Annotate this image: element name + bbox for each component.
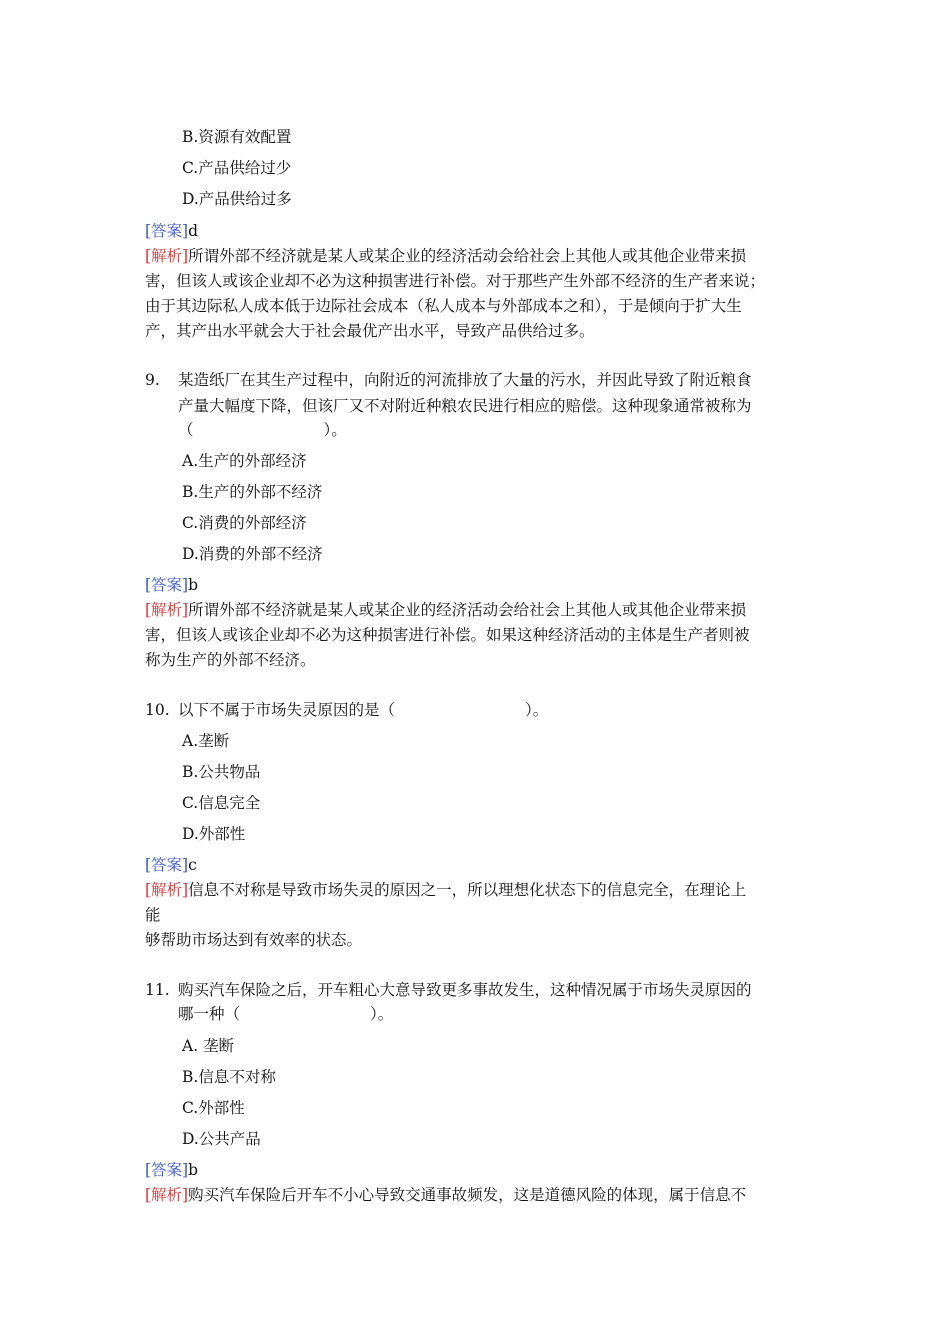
- q11-stem-line-1: 购买汽车保险之后，开车粗心大意导致更多事故发生，这种情况属于市场失灵原因的: [178, 981, 752, 999]
- q10-option-c: C.信息完全: [182, 794, 261, 812]
- analysis-label: [解析]: [145, 601, 189, 619]
- analysis-label: [解析]: [145, 247, 189, 265]
- q10-stem: [178, 700, 548, 720]
- stem-text: 哪一种（: [178, 1005, 241, 1023]
- q11-analysis-line-1: [145, 1185, 746, 1205]
- q9-option-a: A.生产的外部经济: [182, 452, 307, 470]
- q10-analysis-line-1: [145, 880, 746, 900]
- answer-value: b: [188, 576, 199, 594]
- answer-value: b: [188, 1161, 199, 1179]
- q11-number: 11.: [145, 981, 170, 999]
- analysis-text: 信息不对称是导致市场失灵的原因之一，所以理想化状态下的信息完全，在理论上: [188, 881, 747, 899]
- q10-option-a: A.垄断: [182, 732, 230, 750]
- q9-option-b: B.生产的外部不经济: [182, 483, 323, 501]
- q11-option-b: B.信息不对称: [182, 1068, 276, 1086]
- q8-option-d: D.产品供给过多: [182, 190, 292, 208]
- q9-stem-line-2: 产量大幅度下降，但该厂又不对附近种粮农民进行相应的赔偿。这种现象通常被称为: [178, 397, 752, 415]
- q9-stem-line-3: [178, 420, 347, 440]
- analysis-text: 所谓外部不经济就是某人或某企业的经济活动会给社会上其他人或其他企业带来损: [188, 247, 747, 265]
- q9-analysis-line-3: 称为生产的外部不经济。: [145, 651, 316, 669]
- q8-analysis-line-2: 害，但该人或该企业却不必为这种损害进行补偿。对于那些产生外部不经济的生产者来说；: [145, 272, 766, 290]
- q10-option-b: B.公共物品: [182, 763, 261, 781]
- q11-stem-line-2: [178, 1004, 393, 1024]
- answer-label: [答案]: [145, 222, 189, 240]
- answer-label: [答案]: [145, 1161, 189, 1179]
- q8-answer: [145, 221, 198, 241]
- q10-option-d: D.外部性: [182, 825, 246, 843]
- answer-value: d: [188, 222, 199, 240]
- q11-option-a: A. 垄断: [182, 1037, 235, 1055]
- analysis-label: [解析]: [145, 881, 189, 899]
- q8-analysis-line-1: [145, 246, 746, 266]
- q11-option-d: D.公共产品: [182, 1130, 261, 1148]
- answer-value: c: [188, 856, 197, 874]
- q10-analysis-line-3: 够帮助市场达到有效率的状态。: [145, 931, 363, 949]
- q9-option-d: D.消费的外部不经济: [182, 545, 323, 563]
- q10-analysis-line-2: 能: [145, 906, 161, 924]
- stem-text: 以下不属于市场失灵原因的是（: [178, 701, 396, 719]
- q9-analysis-line-1: [145, 600, 746, 620]
- blank-open: （: [178, 421, 194, 439]
- q9-answer: [145, 575, 198, 595]
- q8-option-c: C.产品供给过少: [182, 159, 292, 177]
- q8-option-b: B.资源有效配置: [182, 128, 292, 146]
- q9-number: 9.: [145, 371, 160, 389]
- q8-analysis-line-3: 由于其边际私人成本低于边际社会成本（私人成本与外部成本之和），于是倾向于扩大生: [145, 297, 742, 315]
- q10-answer: [145, 855, 197, 875]
- q11-option-c: C.外部性: [182, 1099, 245, 1117]
- blank-close: ）。: [525, 701, 549, 719]
- q10-number: 10.: [145, 701, 170, 719]
- analysis-text: 购买汽车保险后开车不小心导致交通事故频发，这是道德风险的体现，属于信息不: [188, 1186, 747, 1204]
- q8-analysis-line-4: 产，其产出水平就会大于社会最优产出水平，导致产品供给过多。: [145, 322, 595, 340]
- analysis-text: 所谓外部不经济就是某人或某企业的经济活动会给社会上其他人或其他企业带来损: [188, 601, 747, 619]
- q9-stem-line-1: 某造纸厂在其生产过程中，向附近的河流排放了大量的污水，并因此导致了附近粮食: [178, 371, 752, 389]
- blank-close: ）。: [323, 421, 347, 439]
- q9-analysis-line-2: 害，但该人或该企业却不必为这种损害进行补偿。如果这种经济活动的主体是生产者则被: [145, 626, 750, 644]
- answer-label: [答案]: [145, 856, 189, 874]
- q9-option-c: C.消费的外部经济: [182, 514, 307, 532]
- analysis-label: [解析]: [145, 1186, 189, 1204]
- q11-answer: [145, 1160, 198, 1180]
- blank-close: ）。: [370, 1005, 394, 1023]
- answer-label: [答案]: [145, 576, 189, 594]
